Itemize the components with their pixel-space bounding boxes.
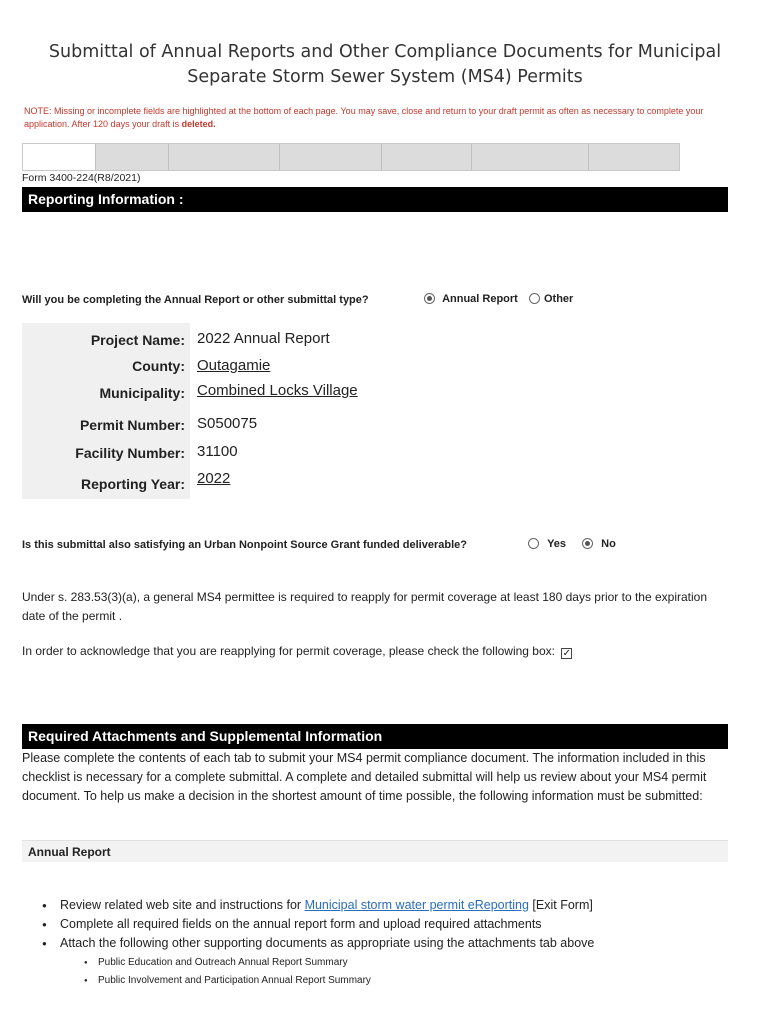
form-tab-strip bbox=[22, 143, 680, 171]
facility-number-value[interactable]: 31100 bbox=[197, 443, 238, 460]
draft-note-bold: deleted. bbox=[181, 119, 216, 129]
sub-list-item: ● Public Involvement and Participation Annual Report Summary bbox=[22, 972, 728, 990]
page-title bbox=[0, 40, 770, 90]
attachments-list bbox=[22, 896, 728, 990]
grant-yes-label: Yes bbox=[547, 538, 567, 550]
municipality-label: Municipality: bbox=[99, 385, 185, 401]
project-info-label-panel bbox=[22, 323, 190, 499]
other-label: Other bbox=[543, 293, 574, 305]
county-value[interactable]: Outagamie bbox=[197, 357, 271, 374]
project-name-value[interactable]: 2022 Annual Report bbox=[197, 330, 330, 347]
permit-number-label: Permit Number: bbox=[79, 417, 185, 433]
draft-note bbox=[24, 105, 739, 131]
reapply-paragraph: Under s. 283.53(3)(a), a general MS4 permittee is required to reapply for permit coverage at least 180 days prior to the expiration date of the permit . bbox=[22, 590, 708, 623]
tab-1[interactable] bbox=[23, 144, 96, 170]
grant-yes-radio[interactable] bbox=[528, 538, 539, 549]
tab-5[interactable] bbox=[382, 144, 472, 170]
annual-report-label: Annual Report bbox=[442, 293, 518, 305]
permit-number-value[interactable]: S050075 bbox=[197, 415, 258, 432]
annual-report-subheading: Annual Report bbox=[22, 840, 728, 862]
list-item bbox=[22, 896, 728, 915]
reapply-acknowledge-text: In order to acknowledge that you are reapplying for permit coverage, please check the following box: bbox=[22, 644, 555, 658]
submittal-type-options bbox=[424, 293, 573, 305]
attachments-intro: Please complete the contents of each tab to submit your MS4 permit compliance document. The information included in this checklist is necessary for a complete submittal. A complete and detailed submittal will help us review about your MS4 permit document. To help us make a decision in the shortest amount of time possible, the following information must be submitted: bbox=[22, 751, 707, 803]
bullet1-prefix: Review related web site and instructions for bbox=[60, 898, 305, 912]
page-title-line-1: Submittal of Annual Reports and Other Compliance Documents for Municipal bbox=[48, 42, 722, 62]
list-item: ● Complete all required fields on the annual report form and upload required attachments bbox=[22, 915, 728, 934]
other-radio[interactable] bbox=[529, 293, 540, 304]
project-name-label: Project Name: bbox=[90, 332, 185, 348]
draft-note-text: NOTE: Missing or incomplete fields are highlighted at the bottom of each page. You may save, close and return to your draft permit as often as necessary to complete your application. After 120 days your draft is bbox=[24, 106, 704, 129]
municipality-value[interactable]: Combined Locks Village bbox=[197, 382, 358, 399]
ereporting-link[interactable]: Municipal storm water permit eReporting bbox=[304, 898, 529, 912]
tab-7[interactable] bbox=[589, 144, 679, 170]
list-item: ● Attach the following other supporting documents as appropriate using the attachments tab above bbox=[22, 934, 728, 953]
reporting-year-value[interactable]: 2022 bbox=[197, 470, 231, 487]
grant-question: Is this submittal also satisfying an Urban Nonpoint Source Grant funded deliverable? bbox=[22, 539, 467, 551]
grant-no-radio[interactable] bbox=[582, 538, 593, 549]
annual-report-radio[interactable] bbox=[424, 293, 435, 304]
reapply-acknowledge bbox=[22, 642, 727, 661]
sub-list-item: ● Public Education and Outreach Annual Report Summary bbox=[22, 954, 728, 972]
bullet1-suffix: [Exit Form] bbox=[528, 898, 593, 912]
form-number: Form 3400-224(R8/2021) bbox=[22, 172, 141, 184]
page-title-line-2: Separate Storm Sewer System (MS4) Permits bbox=[187, 67, 583, 87]
grant-no-label: No bbox=[601, 538, 616, 550]
required-attachments-header: Required Attachments and Supplemental Information bbox=[22, 724, 728, 749]
county-label: County: bbox=[132, 358, 185, 374]
reporting-information-header: Reporting Information : bbox=[22, 187, 728, 212]
reporting-year-label: Reporting Year: bbox=[81, 476, 185, 492]
tab-2[interactable] bbox=[96, 144, 169, 170]
submittal-type-question: Will you be completing the Annual Report or other submittal type? bbox=[22, 294, 369, 306]
facility-number-label: Facility Number: bbox=[75, 445, 185, 461]
tab-3[interactable] bbox=[169, 144, 281, 170]
grant-options bbox=[528, 538, 616, 550]
tab-4[interactable] bbox=[280, 144, 382, 170]
tab-6[interactable] bbox=[472, 144, 590, 170]
reapply-checkbox[interactable]: ✓ bbox=[562, 648, 572, 659]
